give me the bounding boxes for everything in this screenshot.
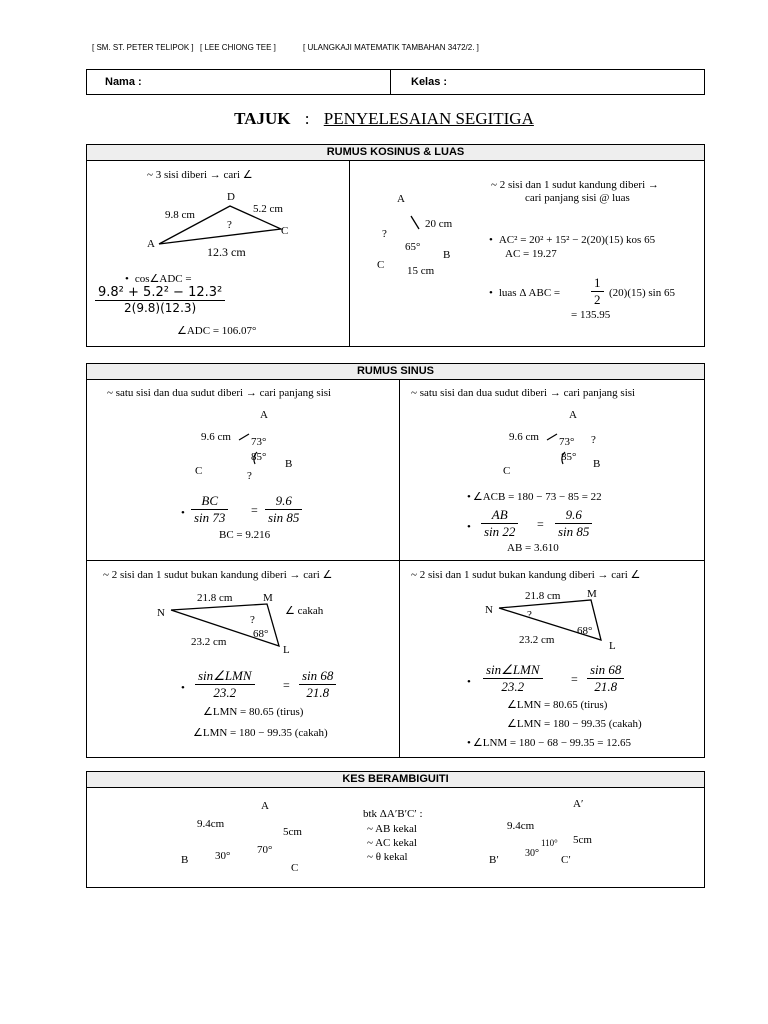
bl-result1: ∠LMN = 80.65 (tirus) [203, 706, 304, 718]
cos-label: • cos∠ADC = [125, 272, 192, 285]
title-label: TAJUK [234, 109, 291, 128]
bl-unknown: ? [250, 614, 255, 626]
sine-hint-right: ~ satu sisi dan dua sudut diberi → cari panjang sisi [411, 387, 636, 399]
tr-eq: = [537, 517, 544, 531]
br-bullet [467, 676, 471, 688]
bl-result2: ∠LMN = 180 − 99.35 (cakah) [193, 727, 328, 739]
amb-mid-l1: ~ AB kekal [367, 823, 417, 835]
kelas-label: Kelas : [411, 76, 448, 88]
bl-angle-68: 68° [253, 628, 269, 640]
br-vertex-n: N [485, 604, 493, 616]
header-teacher: [ LEE CHIONG TEE ] [200, 43, 276, 52]
tl-vertex-c: C [195, 465, 203, 477]
ambiguous-section [86, 771, 705, 888]
sine-hdivider [87, 560, 704, 561]
amb-left-ab: 9.4cm [197, 818, 225, 830]
br-result3: • ∠LNM = 180 − 68 − 99.35 = 12.65 [467, 736, 631, 749]
br-vertex-l: L [609, 640, 616, 652]
br-result1: ∠LMN = 80.65 (tirus) [507, 699, 608, 711]
bl-vertex-l: L [283, 644, 290, 656]
nama-label: Nama : [105, 76, 142, 88]
tr-unknown: ? [591, 434, 596, 446]
tr-angle-85: 85° [561, 451, 577, 463]
header-school: [ SM. ST. PETER TELIPOK ] [92, 43, 194, 52]
amb-right-110: 110° [541, 838, 558, 848]
bl-frac2: $\frac{\sin 68}{21.8}$ [299, 668, 336, 701]
tr-angle-73: 73° [559, 436, 575, 448]
sine-heading: RUMUS SINUS [87, 364, 704, 380]
header-subject: [ ULANGKAJI MATEMATIK TAMBAHAN 3472/2. ] [303, 43, 479, 52]
amb-left-c: C [291, 862, 299, 874]
amb-mid-l2: ~ AC kekal [367, 837, 417, 849]
vertex-b2: B [443, 249, 451, 261]
unknown-angle: ? [227, 219, 232, 231]
br-vertex-m: M [587, 588, 597, 600]
unknown-side: ? [382, 228, 387, 240]
tl-vertex-b: B [285, 458, 293, 470]
tl-unknown: ? [247, 470, 252, 482]
bl-eq: = [283, 678, 290, 692]
tl-vertex-a: A [260, 409, 268, 421]
vertex-d: D [227, 191, 235, 203]
cos-fraction [95, 285, 225, 315]
side-ac: 12.3 cm [207, 245, 246, 259]
half-fraction: $\frac{1}{2}$ [591, 275, 604, 308]
cos-denominator: 2(9.8)(12.3) [124, 301, 197, 315]
amb-right-30: 30° [525, 848, 539, 859]
cosine-heading: RUMUS KOSINUS & LUAS [87, 145, 704, 161]
tl-bullet [181, 507, 185, 519]
br-side-nm: 21.8 cm [525, 590, 561, 602]
br-unknown: ? [527, 609, 532, 621]
amb-right-b: B′ [489, 854, 499, 866]
ac-result: AC = 19.27 [505, 248, 557, 260]
sine-hint-left: ~ satu sisi dan dua sudut diberi → cari panjang sisi [107, 387, 332, 399]
vertex-a2: A [397, 193, 405, 205]
br-frac2: $\frac{\sin 68}{21.8}$ [587, 662, 624, 695]
luas-result: = 135.95 [571, 309, 611, 321]
tr-frac2: $\frac{9.6}{\sin 85}$ [555, 507, 592, 540]
br-angle-68: 68° [577, 625, 593, 637]
tr-result: AB = 3.610 [507, 542, 559, 554]
luas-label: • luas Δ ABC = [489, 287, 560, 299]
sine-vdivider [399, 379, 400, 757]
amb-left-30: 30° [215, 850, 231, 862]
ambiguous-heading: KES BERAMBIGUITI [87, 772, 704, 788]
cos-result: ∠ADC = 106.07° [177, 325, 257, 337]
tl-result: BC = 9.216 [219, 529, 271, 541]
vertex-c2: C [377, 259, 385, 271]
ac-equation: • AC² = 20² + 15² − 2(20)(15) kos 65 [489, 234, 655, 246]
side-dc: 5.2 cm [253, 203, 283, 215]
title-text: PENYELESAIAN SEGITIGA [323, 109, 534, 128]
cosine-right-hint2: cari panjang sisi @ luas [525, 192, 630, 204]
tr-acb: • ∠ACB = 180 − 73 − 85 = 22 [467, 490, 602, 503]
form-divider [390, 70, 391, 94]
br-side-nl: 23.2 cm [519, 634, 555, 646]
tr-vertex-b: B [593, 458, 601, 470]
amb-left-a: A [261, 800, 269, 812]
amb-left-b: B [181, 854, 189, 866]
sine-hint2-left: ~ 2 sisi dan 1 sudut bukan kandung diberi → cari ∠ [103, 569, 333, 581]
tl-side: 9.6 cm [201, 431, 231, 443]
side-bc2: 15 cm [407, 265, 435, 277]
tr-vertex-c: C [503, 465, 511, 477]
luas-rest: (20)(15) sin 65 [609, 287, 675, 299]
tl-eq: = [251, 503, 258, 517]
amb-left-70: 70° [257, 844, 273, 856]
amb-left-ac: 5cm [283, 826, 302, 838]
cosine-right-hint1: ~ 2 sisi dan 1 sudut kandung diberi → [491, 179, 659, 191]
page-title [0, 109, 768, 129]
title-colon: : [304, 109, 310, 128]
sine-section [86, 363, 705, 758]
bl-vertex-m: M [263, 592, 273, 604]
tr-bullet [467, 521, 471, 533]
cosine-section [86, 144, 705, 347]
cos-numerator: 9.8² + 5.2² − 12.3² [95, 285, 225, 301]
br-result2: ∠LMN = 180 − 99.35 (cakah) [507, 718, 642, 730]
angle-65: 65° [405, 241, 421, 253]
br-frac1: sin∠LMN 23.2 [483, 662, 543, 695]
vertex-a: A [147, 238, 155, 250]
cosine-divider [349, 160, 350, 346]
sine-hint2-right: ~ 2 sisi dan 1 sudut bukan kandung diberi → cari ∠ [411, 569, 641, 581]
vertex-c: C [281, 225, 289, 237]
amb-right-a: A′ [573, 798, 584, 810]
amb-mid-l3: ~ θ kekal [367, 851, 408, 863]
tr-side: 9.6 cm [509, 431, 539, 443]
cosine-left-hint: ~ 3 sisi diberi → cari ∠ [147, 169, 253, 181]
bl-side-nm: 21.8 cm [197, 592, 233, 604]
amb-right-ab: 9.4cm [507, 820, 535, 832]
tr-vertex-a: A [569, 409, 577, 421]
tl-angle-73: 73° [251, 436, 267, 448]
student-form [86, 69, 705, 95]
bl-frac1: sin∠LMN 23.2 [195, 668, 255, 701]
tl-frac1: $\frac{BC}{\sin 73}$ [191, 493, 228, 526]
tr-frac1: $\frac{AB}{\sin 22}$ [481, 507, 518, 540]
tl-angle-85: 85° [251, 451, 267, 463]
bl-bullet [181, 682, 185, 694]
side-ad: 9.8 cm [165, 209, 195, 221]
amb-mid-title: btk ΔA′B′C′ : [363, 808, 423, 820]
br-triangle [495, 590, 695, 670]
br-eq: = [571, 672, 578, 686]
bl-cakah: ∠ cakah [285, 605, 324, 617]
bl-side-nl: 23.2 cm [191, 636, 227, 648]
side-ab2: 20 cm [425, 218, 453, 230]
amb-right-c: C′ [561, 854, 571, 866]
bl-vertex-n: N [157, 607, 165, 619]
tl-frac2: $\frac{9.6}{\sin 85}$ [265, 493, 302, 526]
amb-right-ac: 5cm [573, 834, 592, 846]
